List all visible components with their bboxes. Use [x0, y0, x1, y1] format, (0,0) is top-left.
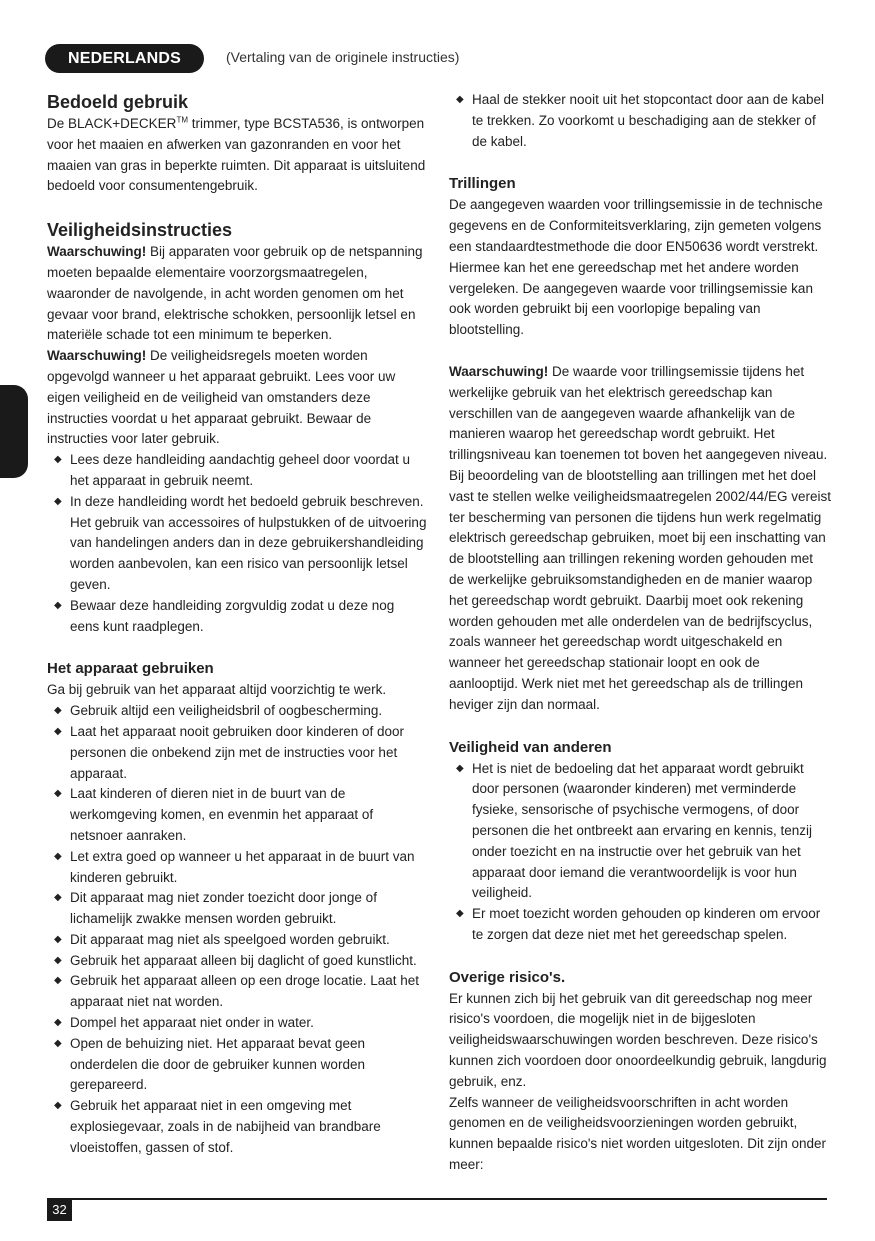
using-list — [47, 701, 427, 1159]
translation-note: (Vertaling van de originele instructies) — [226, 49, 460, 65]
plug-list — [449, 90, 831, 152]
page-number: 32 — [47, 1199, 72, 1221]
list-item: ◆ Laat het apparaat nooit gebruiken door kinderen of door personen die onbekend zijn met de instructies voor het apparaat. — [47, 722, 427, 784]
safety-warning-1: Waarschuwing! Bij apparaten voor gebruik op de netspanning moeten bepaalde elementaire voorzorgsmaatregelen, waaronder de navolgende, in acht worden genomen om het gevaar voor brand, elektrische schokken, persoonlijk letsel en materiële schade tot een minimum te beperken. — [47, 244, 423, 343]
right-column — [449, 90, 831, 1176]
footer-rule — [47, 1198, 827, 1200]
vibration-heading: Trillingen — [449, 175, 516, 193]
list-item: ◆ Let extra goed op wanneer u het apparaat in de buurt van kinderen gebruikt. — [47, 847, 427, 889]
safety-heading: Veiligheidsinstructies — [47, 220, 233, 241]
safety-list — [47, 450, 427, 637]
list-item: ◆ Gebruik het apparaat niet in een omgeving met explosiegevaar, zoals in de nabijheid van brandbare vloeistoffen, gassen of stof. — [47, 1096, 427, 1158]
list-item: ◆ Haal de stekker nooit uit het stopcontact door aan de kabel te trekken. Zo voorkomt u beschadiging aan de stekker of de kabel. — [449, 90, 831, 152]
list-item: ◆ Er moet toezicht worden gehouden op kinderen om ervoor te zorgen dat deze niet met het gereedschap spelen. — [449, 904, 831, 946]
using-heading: Het apparaat gebruiken — [47, 660, 214, 678]
vibration-text: De aangegeven waarden voor trillingsemissie in de technische gegevens en de Conformiteitsverklaring, zijn gemeten volgens een standaardtestmethode die door EN50636 wordt verstrekt. Hiermee kan het ene gereedschap met het andere worden vergeleken. De aangegeven waarde voor trillingsemissie kan ook worden gebruikt bij een voorlopige bepaling van blootstelling. — [449, 197, 823, 338]
language-label: NEDERLANDS — [45, 44, 204, 73]
list-item: ◆ Open de behuizing niet. Het apparaat bevat geen onderdelen die door de gebruiker kunnen worden gerepareerd. — [47, 1034, 427, 1096]
list-item: ◆ Lees deze handleiding aandachtig geheel door voordat u het apparaat in gebruik neemt. — [47, 450, 427, 492]
list-item: ◆ Gebruik het apparaat alleen bij daglicht of goed kunstlicht. — [47, 951, 427, 972]
section-tab-marker — [0, 385, 28, 478]
risks-heading: Overige risico's. — [449, 968, 566, 986]
left-column — [47, 90, 427, 1159]
using-intro: Ga bij gebruik van het apparaat altijd voorzichtig te werk. — [47, 682, 387, 698]
list-item: ◆ Gebruik altijd een veiligheidsbril of oogbescherming. — [47, 701, 427, 722]
risks-text-1: Er kunnen zich bij het gebruik van dit gereedschap nog meer risico's voordoen, die mogelijk niet in de bijgesloten veiligheidswaarschuwingen worden beschreven. Deze risico's kunnen zich voordoen door onoordeelkundig gebruik, langdurig gebruik, enz. — [449, 990, 827, 1089]
others-list — [449, 759, 831, 946]
list-item: ◆ Gebruik het apparaat alleen op een droge locatie. Laat het apparaat niet nat worden. — [47, 971, 427, 1013]
list-item: ◆ Het is niet de bedoeling dat het apparaat wordt gebruikt door personen (waaronder kinderen) met verminderde fysieke, sensorische of psychische vermogens, of door personen die het ontbreekt aan ervaring en kennis, tenzij onder toezicht en na instructie over het gebruik van het apparaat door iemand die verantwoordelijk is voor hun veiligheid. — [449, 759, 831, 905]
others-heading: Veiligheid van anderen — [449, 738, 612, 756]
list-item: ◆ Dit apparaat mag niet als speelgoed worden gebruikt. — [47, 930, 427, 951]
intended-use-heading: Bedoeld gebruik — [47, 92, 189, 112]
list-item: ◆ Dit apparaat mag niet zonder toezicht door jonge of lichamelijk zwakke mensen worden gebruikt. — [47, 888, 427, 930]
vibration-warning: Waarschuwing! De waarde voor trillingsemissie tijdens het werkelijke gebruik van het elektrisch gereedschap kan verschillen van de aangegeven waarde afhankelijk van de manieren waarop het gereedschap wordt gebruikt. Het trillingsniveau kan toenemen tot boven het aangegeven niveau. Bij beoordeling van de blootstelling aan trillingen met het doel vast te stellen welke veiligheidsmaatregelen 2002/44/EG vereist ter bescherming van personen die tijdens hun werk regelmatig elektrisch gereedschap gebruiken, moet bij een inschatting van de blootstelling aan trillingen rekening worden gehouden met de werkelijke gebruiksomstandigheden en de manier waarop het gereedschap wordt gebruikt. Daarbij moet ook rekening worden gehouden met alle onderdelen van de bedrijfscyclus, zoals wanneer het gereedschap wordt uitgeschakeld en wanneer het gereedschap stationair loopt en ook de aanlooptijd. Werk niet met het gereedschap als de trillingen heviger zijn dan normaal. — [449, 363, 831, 712]
risks-text-2: Zelfs wanneer de veiligheidsvoorschriften in acht worden genomen en de veiligheidsvoorzieningen worden gebruikt, kunnen bepaalde risico's niet worden uitgesloten. Dit zijn onder meer: — [449, 1094, 827, 1173]
list-item: ◆ Laat kinderen of dieren niet in de buurt van de werkomgeving komen, en evenmin het apparaat of netsnoer aanraken. — [47, 784, 427, 846]
trademark-sup: TM — [176, 115, 188, 125]
safety-warning-2: Waarschuwing! De veiligheidsregels moeten worden opgevolgd wanneer u het apparaat gebruikt. Lees voor uw eigen veiligheid en de veiligheid van omstanders deze instructies voordat u het apparaat gebruikt. Bewaar de instructies voor later gebruik. — [47, 348, 396, 447]
intended-use-text: De BLACK+DECKER™ trimmer, type BCSTA536, is ontworpen voor het maaien en afwerken van gazonranden en voor het maaien van gras in beperkte ruimten. Dit apparaat is uitsluitend bedoeld voor consumentengebruik. — [47, 115, 426, 194]
list-item: ◆ Bewaar deze handleiding zorgvuldig zodat u deze nog eens kunt raadplegen. — [47, 596, 427, 638]
list-item: ◆ Dompel het apparaat niet onder in water. — [47, 1013, 427, 1034]
list-item: ◆ In deze handleiding wordt het bedoeld gebruik beschreven. Het gebruik van accessoires of hulpstukken of de uitvoering van handelingen anders dan in deze gebruikershandleiding worden aanbevolen, kan een risico van persoonlijk letsel geven. — [47, 492, 427, 596]
